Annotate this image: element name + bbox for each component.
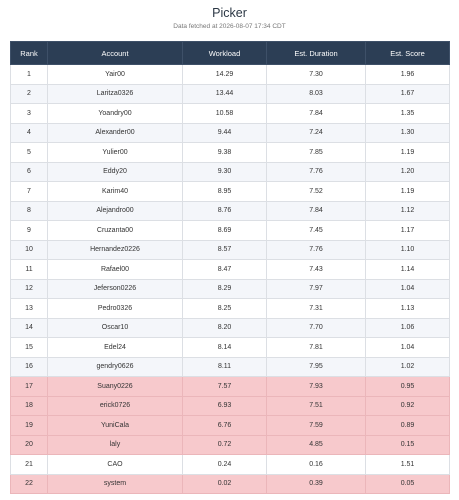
cell-est-score: 1.10 [366,240,450,260]
cell-est-score: 0.92 [366,396,450,416]
table-row [11,435,450,455]
cell-rank: 13 [11,299,48,319]
cell-rank: 19 [11,416,48,436]
cell-est-score: 1.04 [366,338,450,358]
cell-rank: 10 [11,240,48,260]
cell-est-score: 0.15 [366,435,450,455]
cell-rank: 4 [11,123,48,143]
table-row [11,123,450,143]
cell-est-duration: 0.16 [267,455,366,475]
cell-workload: 10.58 [183,104,267,124]
cell-account: Suany0226 [48,377,183,397]
table-row [11,240,450,260]
cell-est-score: 1.51 [366,455,450,475]
cell-workload: 9.30 [183,162,267,182]
cell-workload: 0.02 [183,474,267,494]
cell-rank: 11 [11,260,48,280]
cell-est-score: 1.13 [366,299,450,319]
cell-est-duration: 7.81 [267,338,366,358]
cell-workload: 9.38 [183,143,267,163]
cell-rank: 17 [11,377,48,397]
cell-est-score: 1.12 [366,201,450,221]
cell-rank: 15 [11,338,48,358]
cell-est-duration: 7.31 [267,299,366,319]
table-row [11,318,450,338]
cell-est-duration: 7.45 [267,221,366,241]
cell-est-duration: 7.84 [267,104,366,124]
cell-account: Edel24 [48,338,183,358]
cell-est-duration: 4.85 [267,435,366,455]
cell-rank: 1 [11,65,48,85]
cell-est-duration: 7.70 [267,318,366,338]
cell-account: system [48,474,183,494]
cell-workload: 13.44 [183,84,267,104]
cell-est-score: 1.14 [366,260,450,280]
cell-est-duration: 7.24 [267,123,366,143]
cell-est-score: 1.19 [366,182,450,202]
column-header-workload[interactable]: Workload [183,42,267,65]
cell-workload: 8.95 [183,182,267,202]
cell-est-duration: 7.52 [267,182,366,202]
table-row [11,65,450,85]
cell-est-duration: 7.85 [267,143,366,163]
cell-est-duration: 7.43 [267,260,366,280]
cell-est-duration: 7.30 [267,65,366,85]
cell-workload: 8.47 [183,260,267,280]
table-row [11,357,450,377]
column-header-rank[interactable]: Rank [11,42,48,65]
cell-workload: 8.20 [183,318,267,338]
table-row [11,474,450,494]
cell-rank: 20 [11,435,48,455]
table-row [11,201,450,221]
cell-rank: 22 [11,474,48,494]
cell-rank: 6 [11,162,48,182]
cell-rank: 9 [11,221,48,241]
cell-account: Hernandez0226 [48,240,183,260]
cell-rank: 14 [11,318,48,338]
cell-rank: 12 [11,279,48,299]
table-header-row [11,42,450,65]
cell-est-score: 1.35 [366,104,450,124]
table-row [11,377,450,397]
cell-est-score: 1.67 [366,84,450,104]
cell-est-duration: 7.93 [267,377,366,397]
cell-est-duration: 7.51 [267,396,366,416]
cell-rank: 3 [11,104,48,124]
cell-account: Cruzanta00 [48,221,183,241]
cell-account: Yair00 [48,65,183,85]
cell-workload: 6.93 [183,396,267,416]
cell-est-score: 1.20 [366,162,450,182]
cell-est-score: 1.06 [366,318,450,338]
table-row [11,221,450,241]
table-row [11,84,450,104]
table-row [11,162,450,182]
table-row [11,260,450,280]
cell-rank: 2 [11,84,48,104]
cell-est-duration: 7.95 [267,357,366,377]
cell-rank: 16 [11,357,48,377]
cell-est-score: 1.17 [366,221,450,241]
column-header-account[interactable]: Account [48,42,183,65]
cell-account: Karim40 [48,182,183,202]
cell-workload: 8.25 [183,299,267,319]
cell-workload: 8.57 [183,240,267,260]
cell-account: Jeferson0226 [48,279,183,299]
cell-est-duration: 7.76 [267,162,366,182]
cell-account: erick0726 [48,396,183,416]
cell-account: Eddy20 [48,162,183,182]
cell-workload: 9.44 [183,123,267,143]
cell-est-duration: 8.03 [267,84,366,104]
column-header-est-score[interactable]: Est. Score [366,42,450,65]
cell-est-duration: 7.84 [267,201,366,221]
cell-workload: 8.76 [183,201,267,221]
table-row [11,279,450,299]
cell-account: YuniCala [48,416,183,436]
cell-account: Oscar10 [48,318,183,338]
page-title: Picker [212,6,247,20]
cell-est-score: 1.96 [366,65,450,85]
cell-account: Alejandro00 [48,201,183,221]
cell-workload: 8.29 [183,279,267,299]
cell-est-score: 1.30 [366,123,450,143]
table-row [11,416,450,436]
cell-est-score: 0.89 [366,416,450,436]
cell-est-score: 1.04 [366,279,450,299]
cell-rank: 8 [11,201,48,221]
cell-workload: 8.11 [183,357,267,377]
cell-est-duration: 7.97 [267,279,366,299]
column-header-est-duration[interactable]: Est. Duration [267,42,366,65]
table-row [11,104,450,124]
cell-account: CAO [48,455,183,475]
cell-est-duration: 7.59 [267,416,366,436]
cell-rank: 5 [11,143,48,163]
cell-account: Pedro0326 [48,299,183,319]
ranking-table [10,41,450,494]
cell-account: gendry0626 [48,357,183,377]
cell-est-duration: 7.76 [267,240,366,260]
table-row [11,338,450,358]
cell-est-duration: 0.39 [267,474,366,494]
cell-workload: 0.72 [183,435,267,455]
fetch-timestamp: Data fetched at 2026-08-07 17:34 CDT [173,23,286,30]
cell-account: Alexander00 [48,123,183,143]
cell-est-score: 1.02 [366,357,450,377]
cell-rank: 18 [11,396,48,416]
cell-est-score: 0.95 [366,377,450,397]
cell-workload: 7.57 [183,377,267,397]
cell-account: Yulier00 [48,143,183,163]
cell-est-score: 1.19 [366,143,450,163]
table-row [11,455,450,475]
cell-account: Laritza0326 [48,84,183,104]
cell-workload: 8.69 [183,221,267,241]
cell-workload: 0.24 [183,455,267,475]
cell-workload: 14.29 [183,65,267,85]
cell-workload: 6.76 [183,416,267,436]
cell-rank: 21 [11,455,48,475]
table-row [11,182,450,202]
table-row [11,396,450,416]
cell-account: Yoandry00 [48,104,183,124]
cell-account: laly [48,435,183,455]
cell-workload: 8.14 [183,338,267,358]
cell-rank: 7 [11,182,48,202]
table-row [11,143,450,163]
table-row [11,299,450,319]
table-body [11,65,450,494]
cell-est-score: 0.05 [366,474,450,494]
cell-account: Rafael00 [48,260,183,280]
